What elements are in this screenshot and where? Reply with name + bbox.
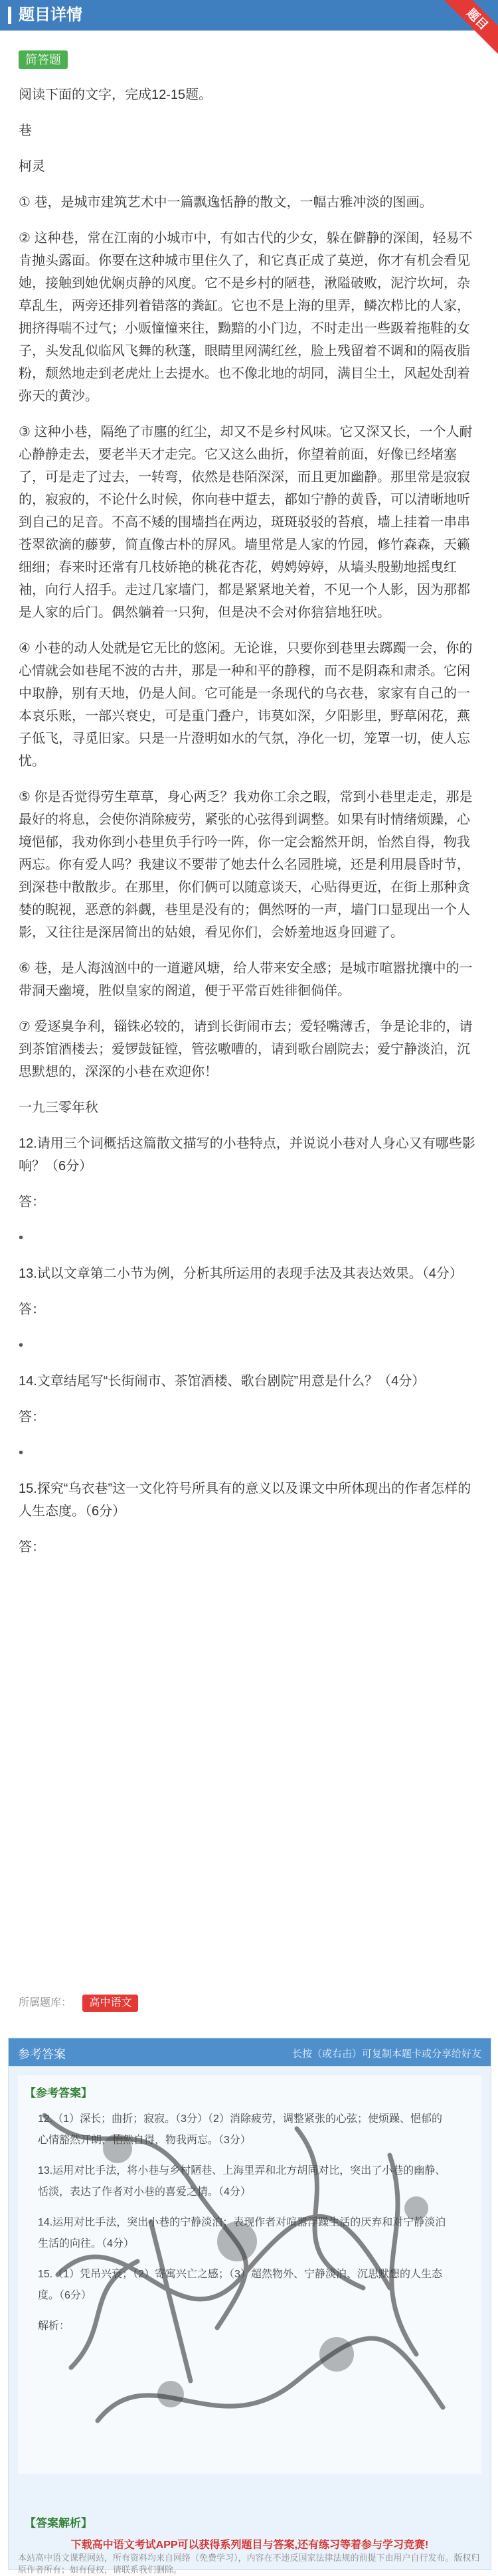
instruction-text: 阅读下面的文字，完成12-15题。 (19, 88, 212, 102)
article-date-line: 一九三零年秋 (19, 1100, 98, 1115)
article-paragraph: ⑥ 巷，是人海汹汹中的一道避风塘，给人带来安全感；是城市喧嚣扰攘中的一带洞天幽境，胜似皇家的阁道，便于平常百姓徘徊倘佯。 (19, 961, 473, 998)
analysis-prefix: 解析： (38, 2320, 70, 2332)
bullet-separator: • (19, 1231, 24, 1245)
question-body (19, 84, 479, 1572)
article-title: 巷 (19, 123, 32, 138)
page-title: 题目详情 (19, 6, 82, 24)
question-item-stem: 13.试以文章第二小节为例，分析其所运用的表现手法及其表达效果。（4分） (19, 1266, 463, 1281)
footer-disclaimer: 本站高中语文课程网站，所有资料均来自网络（免费学习），内容在不违反国家法律法规的前提下由用户自行发布。版权归原作者所有；如有侵权，请联系我们删除。 (18, 2553, 480, 2575)
article-paragraph: ③ 这种小巷，隔绝了市廛的红尘，却又不是乡村风味。它又深又长，一个人耐心静静走去，要老半天才走完。它又这么曲折，你望着前面，好像已经堵塞了，可是走了过去，一转弯，依然是巷陌深深，而且更加幽静。那里常是寂寂的，寂寂的，不论什么时候，你向巷中踅去，都如宁静的黄昏，可以清晰地听到自己的足音。不高不矮的围墙挡在两边，斑斑驳驳的苔痕，墙上挂着一串串苍翠欲滴的藤萝，简直像古朴的屏风。墙里常是人家的竹园，修竹森森，天籁细细；春来时还常有几枝娇艳的桃花杏花，娉娉婷婷，从墙头殷勤地摇曳红袖，向行人招手。走过几家墙门，都是紧紧地关着，不见一个人影，因为那都是人家的后门。偶然躺着一只狗，但是决不会对你狺狺地狂吠。 (19, 425, 473, 620)
article-author: 柯灵 (19, 159, 45, 174)
answer-analysis-label: 【答案解析】 (25, 2517, 92, 2530)
answer-line: 13.运用对比手法，将小巷与乡村陋巷、上海里弄和北方胡同对比，突出了小巷的幽静、恬淡，表达了作者对小巷的喜爱之情。（4分） (38, 2165, 446, 2198)
article-paragraph: ② 这种巷，常在江南的小城市中，有如古代的少女，躲在僻静的深闺，轻易不肯抛头露面。你要在这种城市里住久了，和它真正成了莫逆，你才有机会看见她，接触到她优娴贞静的风度。它不是乡村的陋巷，湫隘破败，泥泞坎坷，杂草乱生，两旁还排列着错落的粪缸。它也不是上海的里弄，鳞次栉比的人家，拥挤得喘不过气；小贩憧憧来往，黝黯的小门边，不时走出一些趿着拖鞋的女子，头发乱似临风飞舞的秋蓬，眼睛里网满红丝，脸上残留着不调和的隔夜脂粉，颓然地走到老虎灶上去提水。也不像北地的胡同，满目尘土，风起处刮着弥天的黄沙。 (19, 231, 473, 404)
article-paragraph: ⑦ 爱逐臭争利，锱铢必较的，请到长街闹市去；爱轻嘴薄舌，争是论非的，请到茶馆酒楼去；爱锣鼓钲镗，管弦嗷嘈的，请到歌台剧院去；爱宁静淡泊，沉思默想的，深深的小巷在欢迎你！ (19, 1020, 473, 1079)
answer-card-header (9, 2038, 491, 2066)
answer-label: 答： (19, 1540, 45, 1554)
answer-line: 14.运用对比手法，突出小巷的宁静淡泊；表现作者对喧嚣浮躁生活的厌弃和对宁静淡泊生活的向往。（4分） (38, 2217, 446, 2249)
reference-answer-text (38, 2109, 450, 2346)
share-hint[interactable]: 长按（或右击）可复制本题卡或分享给好友 (291, 2048, 481, 2060)
question-type-tag: 简答题 (19, 50, 68, 69)
article-paragraph: ⑤ 你是否觉得劳生草草，身心两乏？我劝你工余之暇，常到小巷里走走，那是最好的将息，会使你消除疲劳，紧张的心弦得到调整。如果有时情绪烦躁，心境悒郁，我劝你到小巷里负手行吟一阵，你一定会豁然开朗，怡然自得，物我两忘。你有爱人吗？我建议不要带了她去什么名园胜境，还是利用晨昏时节，到深巷中散散步。在那里，你们俩可以随意谈天，心贴得更近，在街上那种贪婪的睨视，恶意的斜觑，巷里是没有的；偶然呀的一声，墙门口显现出一个人影，又往往是深居简出的姑娘，看见你们，会娇羞地返身回避了。 (19, 790, 473, 940)
answer-content-block (18, 2076, 481, 2474)
answer-label: 答： (19, 1410, 45, 1424)
source-library-row (19, 1994, 138, 2012)
question-item-stem: 14.文章结尾写“长街闹市、茶馆酒楼、歌台剧院”用意是什么？（4分） (19, 1374, 426, 1389)
bullet-separator: • (19, 1338, 24, 1353)
answer-line: 12.（1）深长；曲折；寂寂。（3分）（2）消除疲劳，调整紧张的心弦；使烦躁、悒郁的心情豁然开朗，怡然自得，物我两忘。（3分） (38, 2113, 442, 2146)
answer-label: 答： (19, 1302, 45, 1317)
answer-label: 答： (19, 1195, 45, 1209)
question-item-stem: 15.探究“乌衣巷”这一文化符号所具有的意义以及课文中所体现出的作者怎样的人生态度。（6分） (19, 1481, 471, 1519)
page-header (0, 0, 498, 31)
article-paragraph: ④ 小巷的动人处就是它无比的悠闲。无论谁，只要你到巷里去踯躅一会，你的心情就会如巷尾不波的古井，那是一种和平的静穆，而不是阴森和肃杀。它闲中取静，别有天地，仍是人间。它可能是一条现代的乌衣巷，家家有自己的一本哀乐账，一部兴衰史，可是重门叠户，讳莫如深，夕阳影里，野草闲花，燕子低飞，寻觅旧家。只是一片澄明如水的气氛，净化一切，笼罩一切，使人忘忧。 (19, 641, 473, 769)
bullet-separator: • (19, 1446, 24, 1460)
corner-ribbon-badge: 题目 (440, 0, 498, 57)
source-library-badge[interactable]: 高中语文 (82, 1995, 138, 2012)
question-item-stem: 12.请用三个词概括这篇散文描写的小巷特点，并说说小巷对人身心又有哪些影响？（6分） (19, 1136, 475, 1174)
answer-line: 15.（1）凭吊兴衰；（2）寄寓兴亡之感；（3）超然物外、宁静淡泊、沉思默想的人生态度。（6分） (38, 2269, 442, 2301)
reference-answer-label: 【参考答案】 (25, 2087, 92, 2099)
article-paragraph: ① 巷，是城市建筑艺术中一篇飘逸恬静的散文，一幅古雅冲淡的图画。 (19, 195, 433, 210)
answer-card (8, 2038, 491, 2575)
source-label: 所属题库： (19, 1997, 72, 2008)
answer-card-title: 参考答案 (18, 2048, 66, 2061)
header-accent-stripe (8, 7, 11, 24)
download-app-promo[interactable]: 下载高中语文考试APP可以获得系列题目与答案,还有练习等着参与学习竞赛! (70, 2539, 429, 2551)
